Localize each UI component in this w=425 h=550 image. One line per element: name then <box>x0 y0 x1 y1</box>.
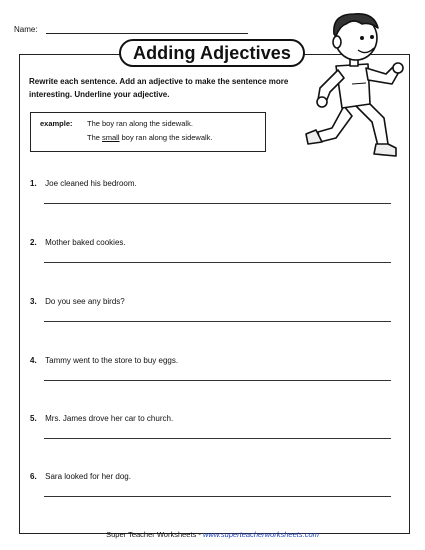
example-adjective: small <box>102 133 120 142</box>
question-text: Do you see any birds? <box>45 297 125 306</box>
example-text-after: boy ran along the sidewalk. <box>119 133 213 142</box>
example-label: example: <box>40 119 73 128</box>
answer-line-2[interactable] <box>44 262 391 263</box>
question-6 <box>30 466 131 484</box>
question-text: Tammy went to the store to buy eggs. <box>45 356 179 365</box>
example-rewritten-sentence <box>87 133 213 142</box>
question-number: 3. <box>30 297 37 306</box>
question-4 <box>30 350 178 368</box>
question-text: Sara looked for her dog. <box>45 472 131 481</box>
example-box <box>30 112 266 152</box>
name-line[interactable] <box>46 33 248 34</box>
instructions: Rewrite each sentence. Add an adjective to make the sentence more interesting. Underline your adjective. <box>29 77 289 99</box>
question-3 <box>30 291 125 309</box>
question-2 <box>30 232 126 250</box>
question-number: 2. <box>30 238 37 247</box>
footer-url[interactable]: www.superteacherworksheets.com <box>202 530 319 539</box>
question-number: 1. <box>30 179 37 188</box>
question-1 <box>30 173 137 191</box>
question-text: Joe cleaned his bedroom. <box>45 179 137 188</box>
question-5 <box>30 408 173 426</box>
answer-line-5[interactable] <box>44 438 391 439</box>
question-text: Mrs. James drove her car to church. <box>45 414 174 423</box>
answer-line-4[interactable] <box>44 380 391 381</box>
footer <box>0 530 425 539</box>
running-boy-illustration <box>296 4 408 164</box>
question-number: 5. <box>30 414 37 423</box>
question-number: 6. <box>30 472 37 481</box>
name-label: Name: <box>14 25 38 34</box>
example-original-sentence: The boy ran along the sidewalk. <box>87 119 193 128</box>
worksheet-title: Adding Adjectives <box>119 39 305 67</box>
answer-line-1[interactable] <box>44 203 391 204</box>
footer-brand: Super Teacher Worksheets - <box>106 530 203 539</box>
answer-line-3[interactable] <box>44 321 391 322</box>
example-text-before: The <box>87 133 103 142</box>
answer-line-6[interactable] <box>44 496 391 497</box>
question-text: Mother baked cookies. <box>45 238 126 247</box>
question-number: 4. <box>30 356 37 365</box>
